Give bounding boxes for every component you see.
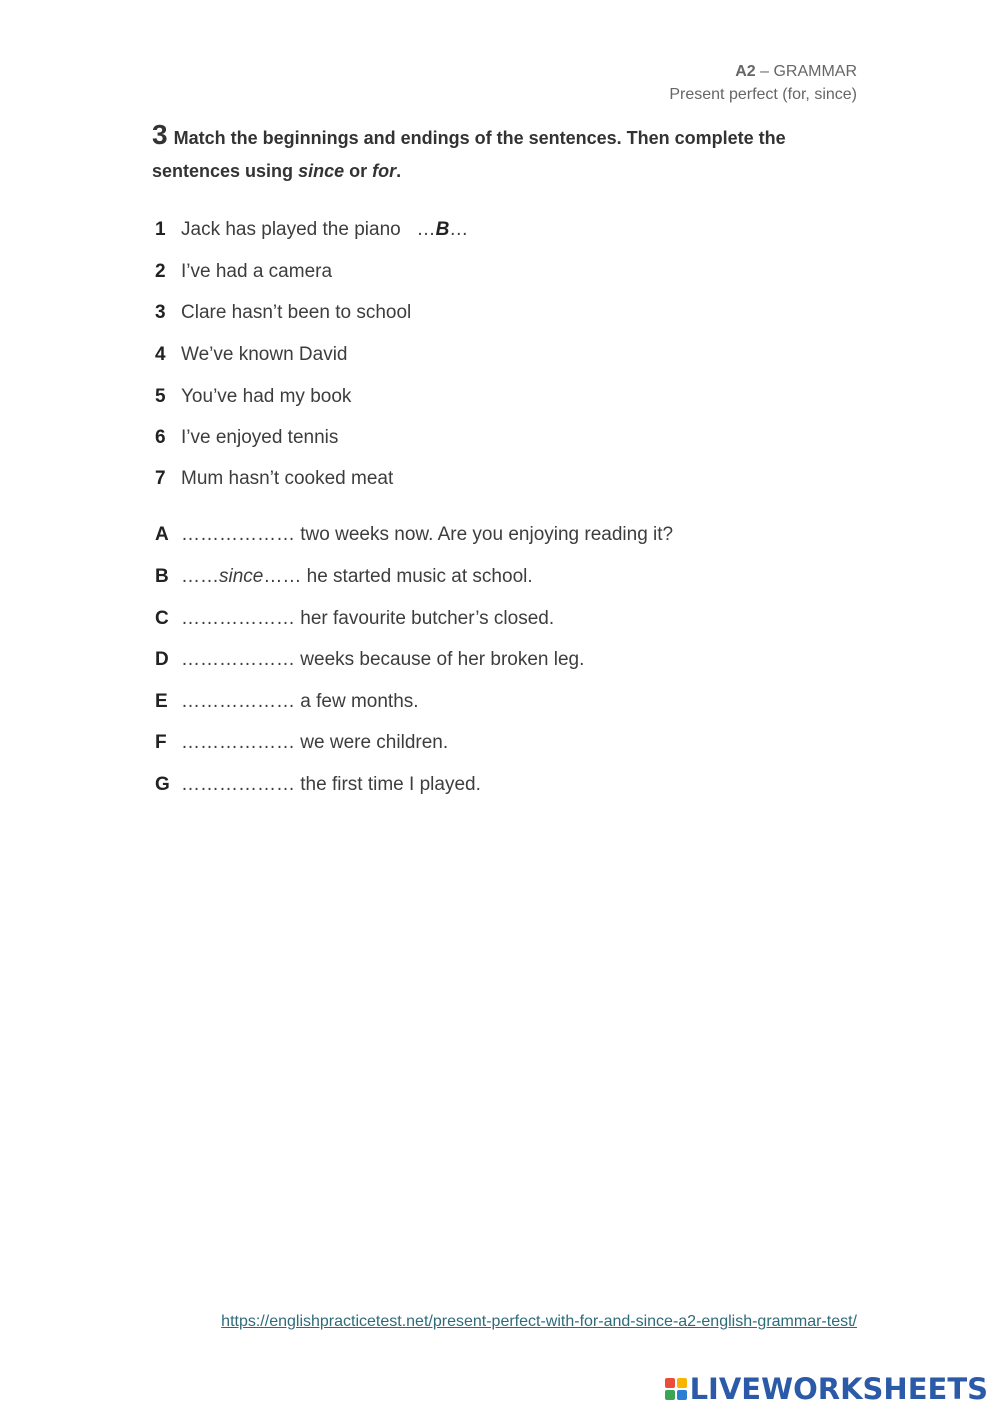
- ending-item: [155, 524, 673, 546]
- item-letter: F: [155, 732, 167, 753]
- exercise-number: 3: [152, 119, 168, 150]
- item-text: Clare hasn’t been to school: [181, 302, 412, 323]
- item-text: You’ve had my book: [181, 386, 352, 407]
- item-letter: G: [155, 774, 170, 795]
- topic-label: Present perfect (for, since): [669, 86, 857, 103]
- page-header: [669, 60, 857, 106]
- exercise-instruction: [152, 118, 852, 188]
- blank-dots: ……: [263, 566, 307, 587]
- item-number: 7: [155, 468, 166, 489]
- ending-item: [155, 566, 533, 588]
- item-number: 6: [155, 427, 166, 448]
- beginning-item: [155, 468, 393, 490]
- blank-input[interactable]: ………………: [181, 774, 301, 795]
- item-number: 2: [155, 261, 166, 282]
- item-number: 3: [155, 302, 166, 323]
- item-text: we were children.: [300, 732, 449, 753]
- word-or: or: [344, 161, 373, 181]
- item-text: the first time I played.: [300, 774, 481, 795]
- beginning-item: [155, 427, 338, 449]
- item-text: I’ve enjoyed tennis: [181, 427, 339, 448]
- beginning-item: [155, 219, 468, 241]
- logo-square: [677, 1378, 687, 1388]
- ending-item: [155, 691, 419, 713]
- blank-dots: ……: [181, 566, 219, 587]
- logo-square: [665, 1378, 675, 1388]
- level-label: A2: [735, 63, 756, 80]
- item-letter: B: [155, 566, 169, 587]
- logo-square: [677, 1390, 687, 1400]
- ending-item: [155, 608, 554, 630]
- blank-input[interactable]: ………………: [181, 732, 301, 753]
- word-for: for: [372, 161, 397, 181]
- answer-dots: …: [449, 219, 469, 240]
- ending-item: [155, 649, 584, 671]
- item-letter: E: [155, 691, 168, 712]
- answer-dots: …: [400, 219, 436, 240]
- instruction-text: Match the beginnings and endings of the sentences. Then complete the sentences using: [152, 128, 786, 181]
- item-text: two weeks now. Are you enjoying reading it?: [300, 524, 674, 545]
- item-text: her favourite butcher’s closed.: [300, 608, 555, 629]
- beginning-item: [155, 344, 348, 366]
- blank-input[interactable]: ………………: [181, 691, 301, 712]
- logo-square: [665, 1390, 675, 1400]
- source-link[interactable]: https://englishpracticetest.net/present-perfect-with-for-and-since-a2-english-grammar-test/: [221, 1313, 857, 1330]
- ending-item: [155, 732, 448, 754]
- beginning-item: [155, 386, 351, 408]
- beginning-item: [155, 261, 332, 283]
- item-text: We’ve known David: [181, 344, 348, 365]
- item-text: he started music at school.: [306, 566, 533, 587]
- item-text: I’ve had a camera: [181, 261, 333, 282]
- item-number: 1: [155, 219, 166, 240]
- item-text: a few months.: [300, 691, 419, 712]
- answer-input[interactable]: B: [435, 219, 450, 240]
- item-text: Mum hasn’t cooked meat: [181, 468, 394, 489]
- beginning-item: [155, 302, 411, 324]
- item-text: Jack has played the piano: [181, 219, 401, 240]
- period: .: [396, 161, 402, 181]
- grammar-label: – GRAMMAR: [755, 63, 857, 80]
- liveworksheets-logo[interactable]: [665, 1372, 988, 1406]
- blank-input[interactable]: ………………: [181, 608, 301, 629]
- filled-answer[interactable]: since: [219, 566, 264, 587]
- logo-text: LIVEWORKSHEETS: [689, 1372, 988, 1406]
- item-letter: C: [155, 608, 169, 629]
- item-letter: A: [155, 524, 169, 545]
- item-number: 4: [155, 344, 166, 365]
- blank-input[interactable]: ………………: [181, 524, 301, 545]
- ending-item: [155, 774, 481, 796]
- word-since: since: [298, 161, 345, 181]
- item-letter: D: [155, 649, 169, 670]
- blank-input[interactable]: ………………: [181, 649, 301, 670]
- logo-squares-icon: [665, 1378, 687, 1400]
- item-number: 5: [155, 386, 166, 407]
- item-text: weeks because of her broken leg.: [300, 649, 585, 670]
